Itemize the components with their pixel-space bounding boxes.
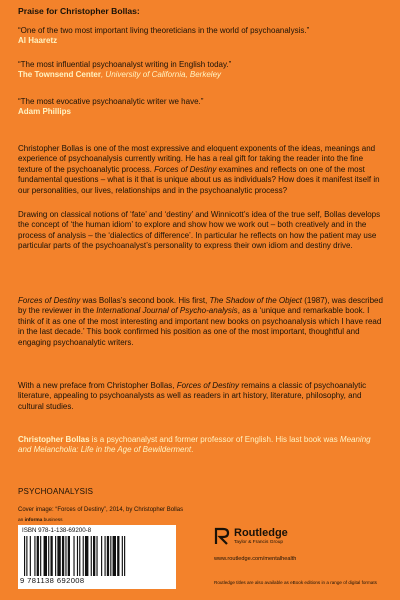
barcode-bar bbox=[34, 536, 35, 576]
barcode-bar bbox=[93, 536, 95, 576]
description-paragraph-2: Drawing on classical notions of ‘fate’ and ‘destiny’ and Winnicott’s idea of the true self, Bollas develops the concept of ‘the human idiom’ to explore and show how we work out – both creatively and in the process of analysis – the ‘dialectics of difference’. In particular he reflects on how the patient may use particular parts of the psychoanalyst’s personality to express their own idiom and destiny drive. bbox=[18, 210, 381, 251]
barcode-bar bbox=[26, 536, 27, 576]
barcode-bar bbox=[44, 536, 47, 576]
barcode-digits: 9 781138 692008 bbox=[20, 576, 85, 585]
isbn-barcode-box bbox=[18, 525, 176, 589]
barcode-bar bbox=[24, 536, 25, 576]
barcode-bar bbox=[79, 536, 80, 576]
quote-source: The Townsend Center, University of California, Berkeley bbox=[18, 70, 222, 79]
barcode-bar bbox=[117, 536, 119, 576]
quote-3 bbox=[18, 97, 390, 117]
barcode-bar bbox=[73, 536, 74, 576]
barcode-bar bbox=[48, 536, 49, 576]
barcode-bar bbox=[30, 536, 31, 576]
barcode-bar bbox=[77, 536, 78, 576]
barcode-bar bbox=[55, 536, 56, 576]
ebook-note: Routledge titles are also available as eBook editions in a range of digital formats bbox=[214, 580, 377, 585]
publisher-imprint: Taylor & Francis Group bbox=[234, 540, 284, 545]
barcode-bar bbox=[57, 536, 60, 576]
barcode-bar bbox=[40, 536, 41, 576]
barcode-bar bbox=[107, 536, 109, 576]
barcode-bar bbox=[122, 536, 123, 576]
barcode-bar bbox=[50, 536, 52, 576]
quote-text: “The most evocative psychoanalytic writer we have.” bbox=[18, 97, 204, 106]
publisher-name: Routledge bbox=[234, 527, 288, 539]
description-paragraph-3: Forces of Destiny was Bollas’s second book. His first, The Shadow of the Object (1987), was described by the reviewer in the International Journal of Psycho-analysis, as a ‘unique and remarkable book. I think of it as one of the most interesting and important new books on psychoanalysis which I have read in the last decade.’ This book confirmed his position as one of the most important, thoughtful and engaging psychoanalytic writers. bbox=[18, 296, 383, 347]
isbn-label: ISBN 978-1-138-69200-8 bbox=[22, 527, 92, 534]
barcode-bar bbox=[83, 536, 84, 576]
quote-text: “The most influential psychoanalyst writing in English today.” bbox=[18, 60, 232, 69]
quote-1 bbox=[18, 26, 390, 46]
barcode-bar bbox=[65, 536, 66, 576]
author-bio: Christopher Bollas is a psychoanalyst and former professor of English. His last book was Meaning and Melancholia: Life in the Age of Bewilderment. bbox=[18, 435, 371, 455]
praise-heading: Praise for Christopher Bollas: bbox=[18, 6, 140, 16]
publisher-website: www.routledge.com/mentalhealth bbox=[214, 556, 297, 562]
routledge-logo-icon bbox=[214, 527, 230, 545]
barcode-bar bbox=[110, 536, 111, 576]
barcode-bar bbox=[91, 536, 92, 576]
barcode-icon bbox=[22, 536, 172, 576]
description-paragraph-1: Christopher Bollas is one of the most expressive and eloquent exponents of the ideas, meanings and experience of psychoanalysis currently writing. He has a real gift for taking the reader into the fine texture of the psychoanalytic process. Forces of Destiny examines and reflects on one of the most fundamental questions – what is it that is unique about us as individuals? How does it manifest itself in our personalities, our lives, relationships and in the psychoanalytic process? bbox=[18, 144, 380, 195]
cover-image-credit: Cover image: “Forces of Destiny”, 2014, by Christopher Bollas bbox=[18, 507, 184, 513]
quote-text: “One of the two most important living theoreticians in the world of psychoanalysis.” bbox=[18, 26, 310, 35]
description-paragraph-4: With a new preface from Christopher Bollas, Forces of Destiny remains a classic of psychoanalytic literature, appealing to psychoanalysts as well as readers in art history, literature, philosophy, and cultural studies. bbox=[18, 381, 367, 411]
barcode-bar bbox=[101, 536, 102, 576]
barcode-bar bbox=[68, 536, 70, 576]
barcode-bar bbox=[85, 536, 88, 576]
quote-source: Adam Phillips bbox=[18, 107, 71, 116]
barcode-bar bbox=[113, 536, 116, 576]
barcode-bar bbox=[96, 536, 97, 576]
quote-2 bbox=[18, 60, 390, 80]
quote-source: Al Haaretz bbox=[18, 36, 58, 45]
informa-business-label: an informa business bbox=[18, 518, 63, 523]
barcode-bar bbox=[62, 536, 64, 576]
barcode-bar bbox=[105, 536, 106, 576]
barcode-bar bbox=[37, 536, 39, 576]
subject-category: PSYCHOANALYSIS bbox=[18, 487, 94, 496]
barcode-bar bbox=[124, 536, 125, 576]
